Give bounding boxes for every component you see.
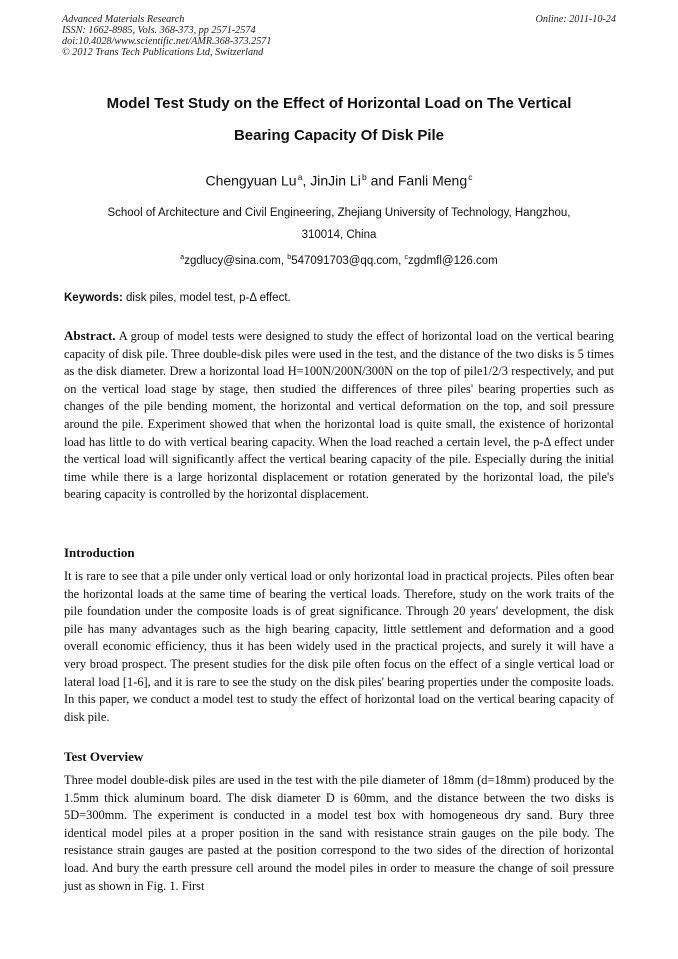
author-mark: c	[468, 172, 473, 182]
author-name: JinJin Li	[310, 172, 361, 189]
email-mark: c	[404, 254, 409, 261]
journal-header	[62, 14, 616, 58]
section-heading-introduction: Introduction	[64, 545, 135, 560]
author-name: Chengyuan Lu	[205, 172, 297, 189]
copyright-line: © 2012 Trans Tech Publications Ltd, Switzerland	[62, 47, 264, 58]
email-separator: ,	[280, 254, 288, 267]
author-name: Fanli Meng	[397, 172, 468, 189]
online-date: Online: 2011-10-24	[535, 14, 616, 25]
test-overview-text: Three model double-disk piles are used in the test with the pile diameter of 18mm (d=18mm) produced by the 1.5mm thick aluminum board. The disk diameter D is 60mm, and the distance between the two disks is 5D=300mm. The experiment is conducted in a model test box with homogeneous dry sand. Bury three identical model piles at a proper position in the sand with resistance strain gauges on the pile body. The resistance strain gauges are pasted at the position correspond to the two sides of the direction of horizontal load. And bury the earth pressure cell around the model piles in order to measure the change of soil pressure just as shown in Fig. 1. First	[64, 773, 614, 893]
email-link[interactable]: zgdlucy@sina.com	[184, 254, 281, 267]
author-emails	[62, 250, 616, 269]
author-mark: a	[297, 172, 303, 182]
abstract-label: Abstract.	[64, 328, 116, 343]
affiliation-line-2: 310014, China	[301, 229, 377, 241]
keywords-label: Keywords:	[64, 292, 123, 304]
keywords-text: disk piles, model test, p-Δ effect.	[126, 292, 291, 304]
abstract-text: A group of model tests were designed to study the effect of horizontal load on the vertical bearing capacity of disk pile. Three double-disk piles were used in the test, and the distance of the two disks is 5 times as the disk diameter. Drew a horizontal load H=100N/200N/300N on the top of pile1/2/3 respectively, and put on the vertical load stage by stage, then studied the differences of three piles' bearing properties such as changes of the pile bending moment, the horizontal and vertical deformation on the top, and soil pressure around the pile. Experiment showed that when the horizontal load is quite small, the existence of horizontal load has little to do with vertical bearing capacity. When the load reached a certain level, the p-Δ effect under the vertical load will significantly affect the vertical bearing capacity of the pile. Especially during the initial time while there is a large horizontal displacement or rotation generated by the horizontal load, the pile's bearing capacity is controlled by the horizontal displacement.	[64, 329, 614, 502]
email-separator: ,	[398, 254, 405, 267]
paper-title	[62, 88, 616, 152]
keywords	[64, 290, 616, 306]
author-separator: and	[366, 172, 398, 189]
email-link[interactable]: 547091703@qq.com	[291, 254, 399, 267]
title-line-1: Model Test Study on the Effect of Horizontal Load on The Vertical	[106, 95, 572, 112]
email-mark: b	[287, 254, 292, 261]
author-separator: ,	[302, 172, 311, 189]
title-line-2: Bearing Capacity Of Disk Pile	[233, 127, 445, 144]
journal-name: Advanced Materials Research	[62, 14, 185, 25]
introduction-text: It is rare to see that a pile under only vertical load or only horizontal load in practical projects. Piles often bear the horizontal loads at the same time of bearing the vertical loads. Therefore, study on the work traits of the pile foundation under the composite loads is of great significance. Through 20 years' development, the disk pile has many advantages such as the high bearing capacity, little settlement and deformation and a good overall economic efficiency, thus it has been widely used in the practical projects, and surely it will have a very broad prospect. The present studies for the disk pile often focus on the effect of a single vertical load or lateral load [1-6], and it is rare to see the study on the disk piles' bearing properties under the composite loads. In this paper, we conduct a model test to study the effect of horizontal load on the vertical bearing capacity of disk pile.	[64, 569, 614, 724]
affiliation	[62, 202, 616, 246]
email-link[interactable]: zgdmfl@126.com	[408, 254, 498, 267]
section-heading-test-overview: Test Overview	[64, 749, 144, 764]
doi-line: doi:10.4028/www.scientific.net/AMR.368-373.2571	[62, 36, 272, 47]
author-mark: b	[361, 172, 367, 182]
issn-line: ISSN: 1662-8985, Vols. 368-373, pp 2571-2574	[62, 25, 256, 36]
affiliation-line-1: School of Architecture and Civil Engineering, Zhejiang University of Technology, Hangzhou,	[107, 207, 571, 219]
email-mark: a	[180, 254, 185, 261]
author-list	[62, 168, 616, 190]
abstract	[64, 327, 614, 504]
